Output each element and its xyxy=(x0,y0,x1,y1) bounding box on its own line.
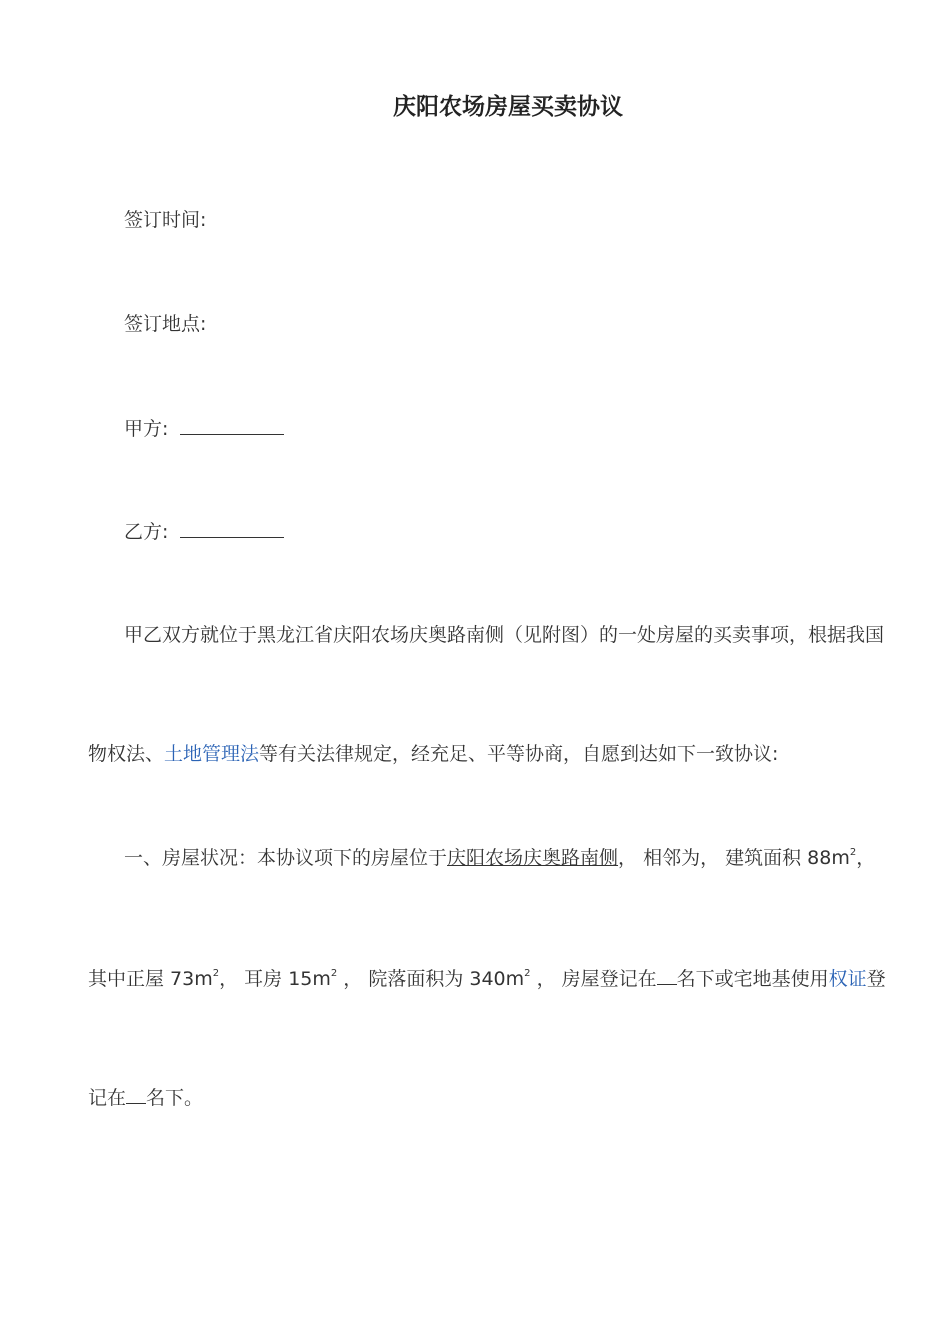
party-a-row xyxy=(124,416,284,441)
owner-blank-1 xyxy=(657,966,677,985)
land-law-link[interactable]: 土地管理法 xyxy=(164,743,260,765)
recorded-at-text: 记在 xyxy=(88,1087,127,1109)
sign-time-label: 签订时间: xyxy=(124,209,207,231)
name-under-text: 名下。 xyxy=(146,1087,204,1109)
area-unit-sup: 2 xyxy=(849,847,857,858)
side-room-sup: 2 xyxy=(330,968,338,979)
certificate-link[interactable]: 权证 xyxy=(828,968,867,990)
house-location: 庆阳农场庆奥路南侧 xyxy=(447,847,619,869)
party-b-label: 乙方: xyxy=(124,521,169,543)
section-1-text-pre: 一、房屋状况：本协议项下的房屋位于 xyxy=(124,847,448,869)
main-house-sup: 2 xyxy=(212,968,220,979)
section-1-line-1 xyxy=(124,846,875,870)
homestead-text: 名下或宅地基使用 xyxy=(676,968,829,990)
sign-place-label: 签订地点: xyxy=(124,313,207,335)
section-1-text-mid: ， 相邻为， 建筑面积 88m xyxy=(618,847,850,869)
section-1-line-2 xyxy=(88,966,886,991)
side-room-text: ， 耳房 15m xyxy=(219,968,331,990)
owner-blank-2 xyxy=(126,1085,146,1104)
registered-text: ， 房屋登记在 xyxy=(530,968,657,990)
intro-paragraph-line-2 xyxy=(88,742,778,766)
party-a-label: 甲方: xyxy=(124,418,169,440)
intro-text-1: 甲乙双方就位于黑龙江省庆阳农场庆奥路南侧（见附图）的一处房屋的买卖事项，根据我国 xyxy=(124,624,885,646)
party-a-blank xyxy=(180,416,284,435)
register-text-end: 登 xyxy=(866,968,886,990)
main-house-text: 其中正屋 73m xyxy=(88,968,213,990)
party-b-blank xyxy=(180,519,284,538)
section-1-line-3 xyxy=(88,1085,203,1110)
yard-area-text: ， 院落面积为 340m xyxy=(337,968,525,990)
yard-area-sup: 2 xyxy=(524,968,531,979)
sign-place-row xyxy=(124,312,206,336)
section-1-text-end: ， xyxy=(856,847,876,869)
party-b-row xyxy=(124,519,284,544)
intro-paragraph-line-1 xyxy=(124,623,884,647)
sign-time-row xyxy=(124,208,206,232)
document-title: 庆阳农场房屋买卖协议 xyxy=(393,94,623,120)
intro-text-2-pre: 物权法、 xyxy=(88,743,165,765)
intro-text-2-post: 等有关法律规定，经充足、平等协商，自愿到达如下一致协议: xyxy=(259,743,779,765)
